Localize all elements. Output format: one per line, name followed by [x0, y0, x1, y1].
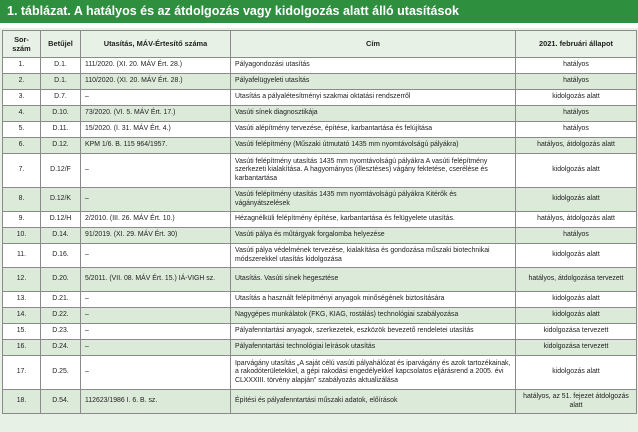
table-row — [3, 340, 637, 356]
header-row — [3, 31, 637, 58]
row-title-cell: Pályagondozási utasítás — [231, 58, 516, 74]
table-row — [3, 106, 637, 122]
row-num-cell: 9. — [3, 212, 41, 228]
row-num-cell: 14. — [3, 308, 41, 324]
row-code-cell: D.12/H — [41, 212, 81, 228]
table-row — [3, 212, 637, 228]
row-code-cell: D.22. — [41, 308, 81, 324]
row-code-cell: D.12/K — [41, 188, 81, 212]
row-status-cell: kidolgozása tervezett — [516, 340, 637, 356]
row-status-cell: hatályos, az 51. fejezet átdolgozás alatt — [516, 390, 637, 414]
row-status-cell: kidolgozás alatt — [516, 188, 637, 212]
row-code-cell: D.7. — [41, 90, 81, 106]
instructions-table — [2, 30, 637, 414]
row-code-cell: D.10. — [41, 106, 81, 122]
row-num-cell: 6. — [3, 138, 41, 154]
table-row — [3, 154, 637, 188]
row-status-cell: kidolgozás alatt — [516, 292, 637, 308]
row-num-cell: 7. — [3, 154, 41, 188]
row-code-cell: D.14. — [41, 228, 81, 244]
row-ref-cell: 15/2020. (I. 31. MÁV Ért. 4.) — [81, 122, 231, 138]
table-title: 1. táblázat. A hatályos és az átdolgozás vagy kidolgozás alatt álló utasítások — [0, 0, 638, 23]
row-num-cell: 8. — [3, 188, 41, 212]
row-title-cell: Vasúti felépítmény utasítás 1435 mm nyomtávolságú pályákra A vasúti felépítmény szerkezeti kialakítása. A hagyományos (illesztéses) vágány fektetése, cserélése és karbantartása — [231, 154, 516, 188]
row-status-cell: hatályos, átdolgozás alatt — [516, 138, 637, 154]
row-ref-cell: 110/2020. (XI. 20. MÁV Ért. 28.) — [81, 74, 231, 90]
row-title-cell: Iparvágány utasítás „A saját célú vasúti pályahálózat és iparvágány és azok tartozékainak, a rakodóterületekkel, a gépi rakodási engedélyekkel kapcsolatos eljárásrend a 2005. évi CLXXXIII. törvény alapján" szabályozás aktualizálása — [231, 356, 516, 390]
row-code-cell: D.16. — [41, 244, 81, 268]
row-ref-cell: – — [81, 244, 231, 268]
row-title-cell: Utasítás a pályalétesítményi szakmai oktatási rendszerről — [231, 90, 516, 106]
row-status-cell: hatályos — [516, 106, 637, 122]
table-row — [3, 308, 637, 324]
row-status-cell: kidolgozás alatt — [516, 244, 637, 268]
row-num-cell: 4. — [3, 106, 41, 122]
row-title-cell: Vasúti felépítmény utasítás 1435 mm nyomtávolságú pályákra Kitérők és vágányátszelések — [231, 188, 516, 212]
row-num-cell: 18. — [3, 390, 41, 414]
row-title-cell: Hézagnélküli felépítmény építése, karbantartása és felügyelete utasítás. — [231, 212, 516, 228]
table-row — [3, 390, 637, 414]
row-ref-cell: – — [81, 292, 231, 308]
row-code-cell: D.11. — [41, 122, 81, 138]
row-code-cell: D.1. — [41, 58, 81, 74]
row-status-cell: hatályos — [516, 122, 637, 138]
table-row — [3, 356, 637, 390]
row-ref-cell: – — [81, 340, 231, 356]
row-title-cell: Utasítás a használt felépítményi anyagok minőségének biztosítására — [231, 292, 516, 308]
row-ref-cell: 5/2011. (VII. 08. MÁV Ért. 15.) IÁ-VIGH sz. — [81, 268, 231, 292]
row-title-cell: Vasúti pálya és műtárgyak forgalomba helyezése — [231, 228, 516, 244]
row-status-cell: hatályos — [516, 58, 637, 74]
row-code-cell: D.20. — [41, 268, 81, 292]
row-code-cell: D.24. — [41, 340, 81, 356]
table-row — [3, 188, 637, 212]
row-code-cell: D.21. — [41, 292, 81, 308]
row-num-cell: 13. — [3, 292, 41, 308]
row-title-cell: Utasítás. Vasúti sínek hegesztése — [231, 268, 516, 292]
row-code-cell: D.23. — [41, 324, 81, 340]
table-row — [3, 74, 637, 90]
header-status: 2021. februári állapot — [516, 31, 637, 58]
row-code-cell: D.12. — [41, 138, 81, 154]
row-title-cell: Vasúti felépítmény (Műszaki útmutató 1435 mm nyomtávolságú pályákra) — [231, 138, 516, 154]
table-row — [3, 228, 637, 244]
table-row — [3, 122, 637, 138]
row-title-cell: Pályafenntartási technológiai leírások utasítás — [231, 340, 516, 356]
row-code-cell: D.12/F — [41, 154, 81, 188]
table-row — [3, 268, 637, 292]
table-body — [3, 58, 637, 414]
table-row — [3, 324, 637, 340]
row-title-cell: Vasúti alépítmény tervezése, építése, karbantartása és felújítása — [231, 122, 516, 138]
row-num-cell: 5. — [3, 122, 41, 138]
row-status-cell: kidolgozás alatt — [516, 154, 637, 188]
row-ref-cell: – — [81, 90, 231, 106]
row-ref-cell: 112623/1986 I. 6. B. sz. — [81, 390, 231, 414]
table-row — [3, 138, 637, 154]
row-code-cell: D.25. — [41, 356, 81, 390]
header-num: Sor- szám — [3, 31, 41, 58]
row-num-cell: 16. — [3, 340, 41, 356]
row-title-cell: Építési és pályafenntartási műszaki adatok, előírások — [231, 390, 516, 414]
row-ref-cell: – — [81, 308, 231, 324]
table-row — [3, 58, 637, 74]
table-row — [3, 292, 637, 308]
table-row — [3, 90, 637, 106]
row-status-cell: hatályos — [516, 228, 637, 244]
row-ref-cell: – — [81, 356, 231, 390]
row-status-cell: hatályos — [516, 74, 637, 90]
header-ref: Utasítás, MÁV-Értesítő száma — [81, 31, 231, 58]
row-ref-cell: KPM 1/6. B. 115 964/1957. — [81, 138, 231, 154]
row-title-cell: Pályafelügyeleti utasítás — [231, 74, 516, 90]
row-title-cell: Vasúti pálya védelmének tervezése, kialakítása és gondozása műszaki biotechnikai módszerekkel utasítás kidolgozása — [231, 244, 516, 268]
row-status-cell: kidolgozás alatt — [516, 308, 637, 324]
row-ref-cell: – — [81, 324, 231, 340]
row-ref-cell: 2/2010. (III. 26. MÁV Ért. 10.) — [81, 212, 231, 228]
row-status-cell: kidolgozás alatt — [516, 90, 637, 106]
row-title-cell: Nagygépes munkálatok (FKG, KIAG, rostálás) technológiai szabályozása — [231, 308, 516, 324]
row-code-cell: D.54. — [41, 390, 81, 414]
header-code: Betűjel — [41, 31, 81, 58]
header-title: Cím — [231, 31, 516, 58]
row-status-cell: kidolgozása tervezett — [516, 324, 637, 340]
row-num-cell: 11. — [3, 244, 41, 268]
row-num-cell: 12. — [3, 268, 41, 292]
row-status-cell: hatályos, átdolgozása tervezett — [516, 268, 637, 292]
row-ref-cell: 111/2020. (XI. 20. MÁV Ért. 28.) — [81, 58, 231, 74]
row-num-cell: 17. — [3, 356, 41, 390]
row-status-cell: hatályos, átdolgozás alatt — [516, 212, 637, 228]
table-row — [3, 244, 637, 268]
row-ref-cell: 73/2020. (VI. 5. MÁV Ért. 17.) — [81, 106, 231, 122]
row-code-cell: D.1. — [41, 74, 81, 90]
row-num-cell: 15. — [3, 324, 41, 340]
row-num-cell: 10. — [3, 228, 41, 244]
row-ref-cell: – — [81, 154, 231, 188]
row-num-cell: 2. — [3, 74, 41, 90]
row-title-cell: Pályafenntartási anyagok, szerkezetek, eszközök bevezető rendeletei utasítás — [231, 324, 516, 340]
row-num-cell: 3. — [3, 90, 41, 106]
row-title-cell: Vasúti sínek diagnosztikája — [231, 106, 516, 122]
row-num-cell: 1. — [3, 58, 41, 74]
row-ref-cell: 91/2019. (XI. 29. MÁV Ért. 30) — [81, 228, 231, 244]
table-container — [0, 28, 638, 432]
row-ref-cell: – — [81, 188, 231, 212]
row-status-cell: kidolgozás alatt — [516, 356, 637, 390]
